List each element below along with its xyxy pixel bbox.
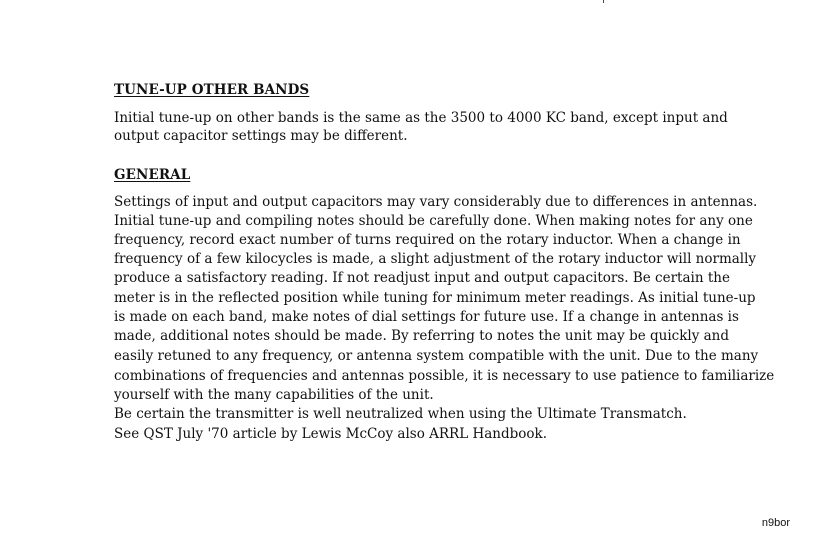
paragraph-line: Initial tune-up and compiling notes should be carefully done. When making notes for any one	[114, 213, 753, 229]
paragraph-line: See QST July '70 article by Lewis McCoy also ARRL Handbook.	[114, 426, 547, 442]
paragraph-line: yourself with the many capabilities of the unit.	[114, 387, 434, 403]
paragraph-line: frequency of a few kilocycles is made, a slight adjustment of the rotary inductor will normally	[114, 251, 757, 267]
paragraph-line: meter is in the reflected position while tuning for minimum meter readings. As initial tune-up	[114, 290, 756, 306]
paragraph-line: produce a satisfactory reading. If not readjust input and output capacitors. Be certain the	[114, 270, 730, 286]
credit-callsign: n9bor	[761, 517, 790, 529]
paragraph-line: combinations of frequencies and antennas possible, it is necessary to use patience to familiarize	[114, 368, 775, 384]
heading-general: GENERAL	[114, 167, 191, 183]
paragraph-line: Initial tune-up on other bands is the same as the 3500 to 4000 KC band, except input and	[114, 110, 728, 126]
paragraph-line: made, additional notes should be made. By referring to notes the unit may be quickly and	[114, 328, 730, 344]
paragraph-line: output capacitor settings may be different.	[114, 128, 408, 144]
paragraph-line: is made on each band, make notes of dial settings for future use. If a change in antennas is	[114, 309, 739, 325]
scan-mark	[603, 0, 604, 3]
paragraph-line: easily retuned to any frequency, or antenna system compatible with the unit. Due to the many	[114, 348, 759, 364]
paragraph-line: Settings of input and output capacitors may vary considerably due to differences in antennas.	[114, 194, 758, 210]
paragraph-line: Be certain the transmitter is well neutralized when using the Ultimate Transmatch.	[114, 406, 687, 422]
paragraph-line: frequency, record exact number of turns required on the rotary inductor. When a change in	[114, 232, 741, 248]
heading-tune-up-other-bands: TUNE-UP OTHER BANDS	[114, 82, 310, 98]
